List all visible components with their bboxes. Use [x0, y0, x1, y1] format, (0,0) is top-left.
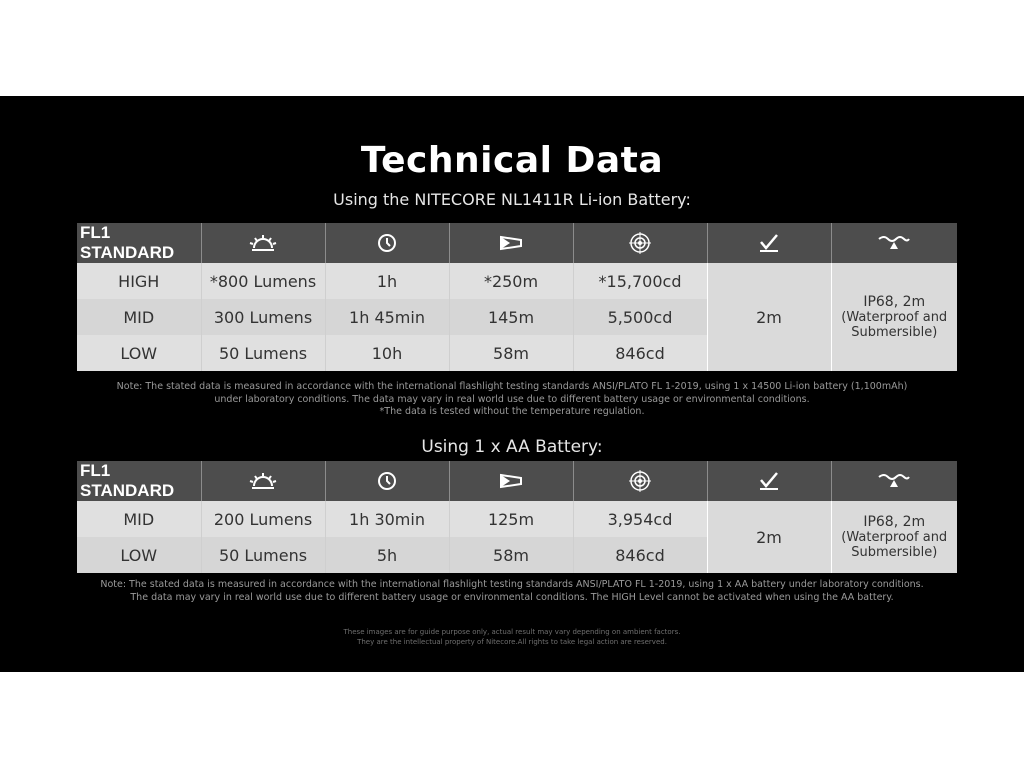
- runtime-cell: 5h: [325, 537, 449, 573]
- page-title: Technical Data: [360, 140, 664, 181]
- section1-note: [0, 381, 1024, 419]
- peak-intensity-icon: [573, 461, 707, 501]
- disclaimer-line: These images are for guide purpose only, actual result may vary depending on ambient factors.: [343, 628, 681, 636]
- waterproof-rating: IP68, 2m: [863, 293, 926, 310]
- runtime-clock-icon: [325, 461, 449, 501]
- distance-cell: *250m: [449, 263, 573, 299]
- impact-cell: 2m: [707, 501, 831, 573]
- mode-cell: MID: [77, 299, 201, 335]
- mode-cell: HIGH: [77, 263, 201, 299]
- intensity-cell: 846cd: [573, 335, 707, 371]
- note-line: under laboratory conditions. The data may vary in real world use due to different battery usage or environmental conditions.: [214, 393, 810, 405]
- table-header-row: [77, 223, 957, 263]
- output-cell: 300 Lumens: [201, 299, 325, 335]
- note-line: The data may vary in real world use due to different battery usage or environmental conditions. The HIGH Level cannot be activated when using the AA battery.: [130, 591, 894, 603]
- runtime-cell: 1h 45min: [325, 299, 449, 335]
- impact-resistance-icon: [707, 461, 831, 501]
- waterproof-cell: [831, 263, 957, 371]
- disclaimer-line: They are the intellectual property of Nitecore.All rights to take legal action are reserved.: [357, 638, 667, 646]
- intensity-cell: 846cd: [573, 537, 707, 573]
- disclaimer: [0, 627, 1024, 647]
- intensity-cell: 5,500cd: [573, 299, 707, 335]
- runtime-cell: 1h 30min: [325, 501, 449, 537]
- peak-intensity-icon: [573, 223, 707, 263]
- runtime-cell: 1h: [325, 263, 449, 299]
- runtime-clock-icon: [325, 223, 449, 263]
- section2-note: [0, 579, 1024, 604]
- beam-distance-icon: [449, 461, 573, 501]
- waterproof-desc-1: (Waterproof and: [841, 309, 948, 325]
- waterproof-desc-2: Submersible): [851, 544, 938, 560]
- impact-resistance-icon: [707, 223, 831, 263]
- runtime-cell: 10h: [325, 335, 449, 371]
- mode-cell: LOW: [77, 335, 201, 371]
- waterproof-cell: [831, 501, 957, 573]
- brightness-icon: [201, 461, 325, 501]
- note-line: *The data is tested without the temperature regulation.: [379, 406, 645, 417]
- table-row: [77, 501, 957, 537]
- intensity-cell: 3,954cd: [573, 501, 707, 537]
- distance-cell: 58m: [449, 537, 573, 573]
- table-header-row: [77, 461, 957, 501]
- waterproof-desc-2: Submersible): [851, 324, 938, 340]
- distance-cell: 125m: [449, 501, 573, 537]
- waterproof-rating: IP68, 2m: [863, 513, 926, 530]
- section1-subtitle: Using the NITECORE NL1411R Li-ion Battery:: [333, 190, 691, 209]
- standard-header: FL1 STANDARD: [77, 461, 201, 501]
- spec-table-aa: [77, 461, 957, 573]
- section2-subtitle: Using 1 x AA Battery:: [421, 437, 603, 457]
- output-cell: 200 Lumens: [201, 501, 325, 537]
- note-line: Note: The stated data is measured in accordance with the international flashlight testing standards ANSI/PLATO FL 1-2019, using 1 x 14500 Li-ion battery (1,100mAh): [116, 381, 908, 392]
- standard-header: FL1 STANDARD: [77, 223, 201, 263]
- intensity-cell: *15,700cd: [573, 263, 707, 299]
- spec-table-li-ion: [77, 223, 957, 371]
- distance-cell: 58m: [449, 335, 573, 371]
- output-cell: 50 Lumens: [201, 335, 325, 371]
- waterproof-icon: [831, 461, 957, 501]
- mode-cell: LOW: [77, 537, 201, 573]
- distance-cell: 145m: [449, 299, 573, 335]
- beam-distance-icon: [449, 223, 573, 263]
- brightness-icon: [201, 223, 325, 263]
- waterproof-desc-1: (Waterproof and: [841, 529, 948, 545]
- output-cell: 50 Lumens: [201, 537, 325, 573]
- waterproof-icon: [831, 223, 957, 263]
- impact-cell: 2m: [707, 263, 831, 371]
- output-cell: *800 Lumens: [201, 263, 325, 299]
- note-line: Note: The stated data is measured in accordance with the international flashlight testing standards ANSI/PLATO FL 1-2019, using 1 x AA battery under laboratory conditions.: [100, 579, 924, 590]
- mode-cell: MID: [77, 501, 201, 537]
- table-row: [77, 263, 957, 299]
